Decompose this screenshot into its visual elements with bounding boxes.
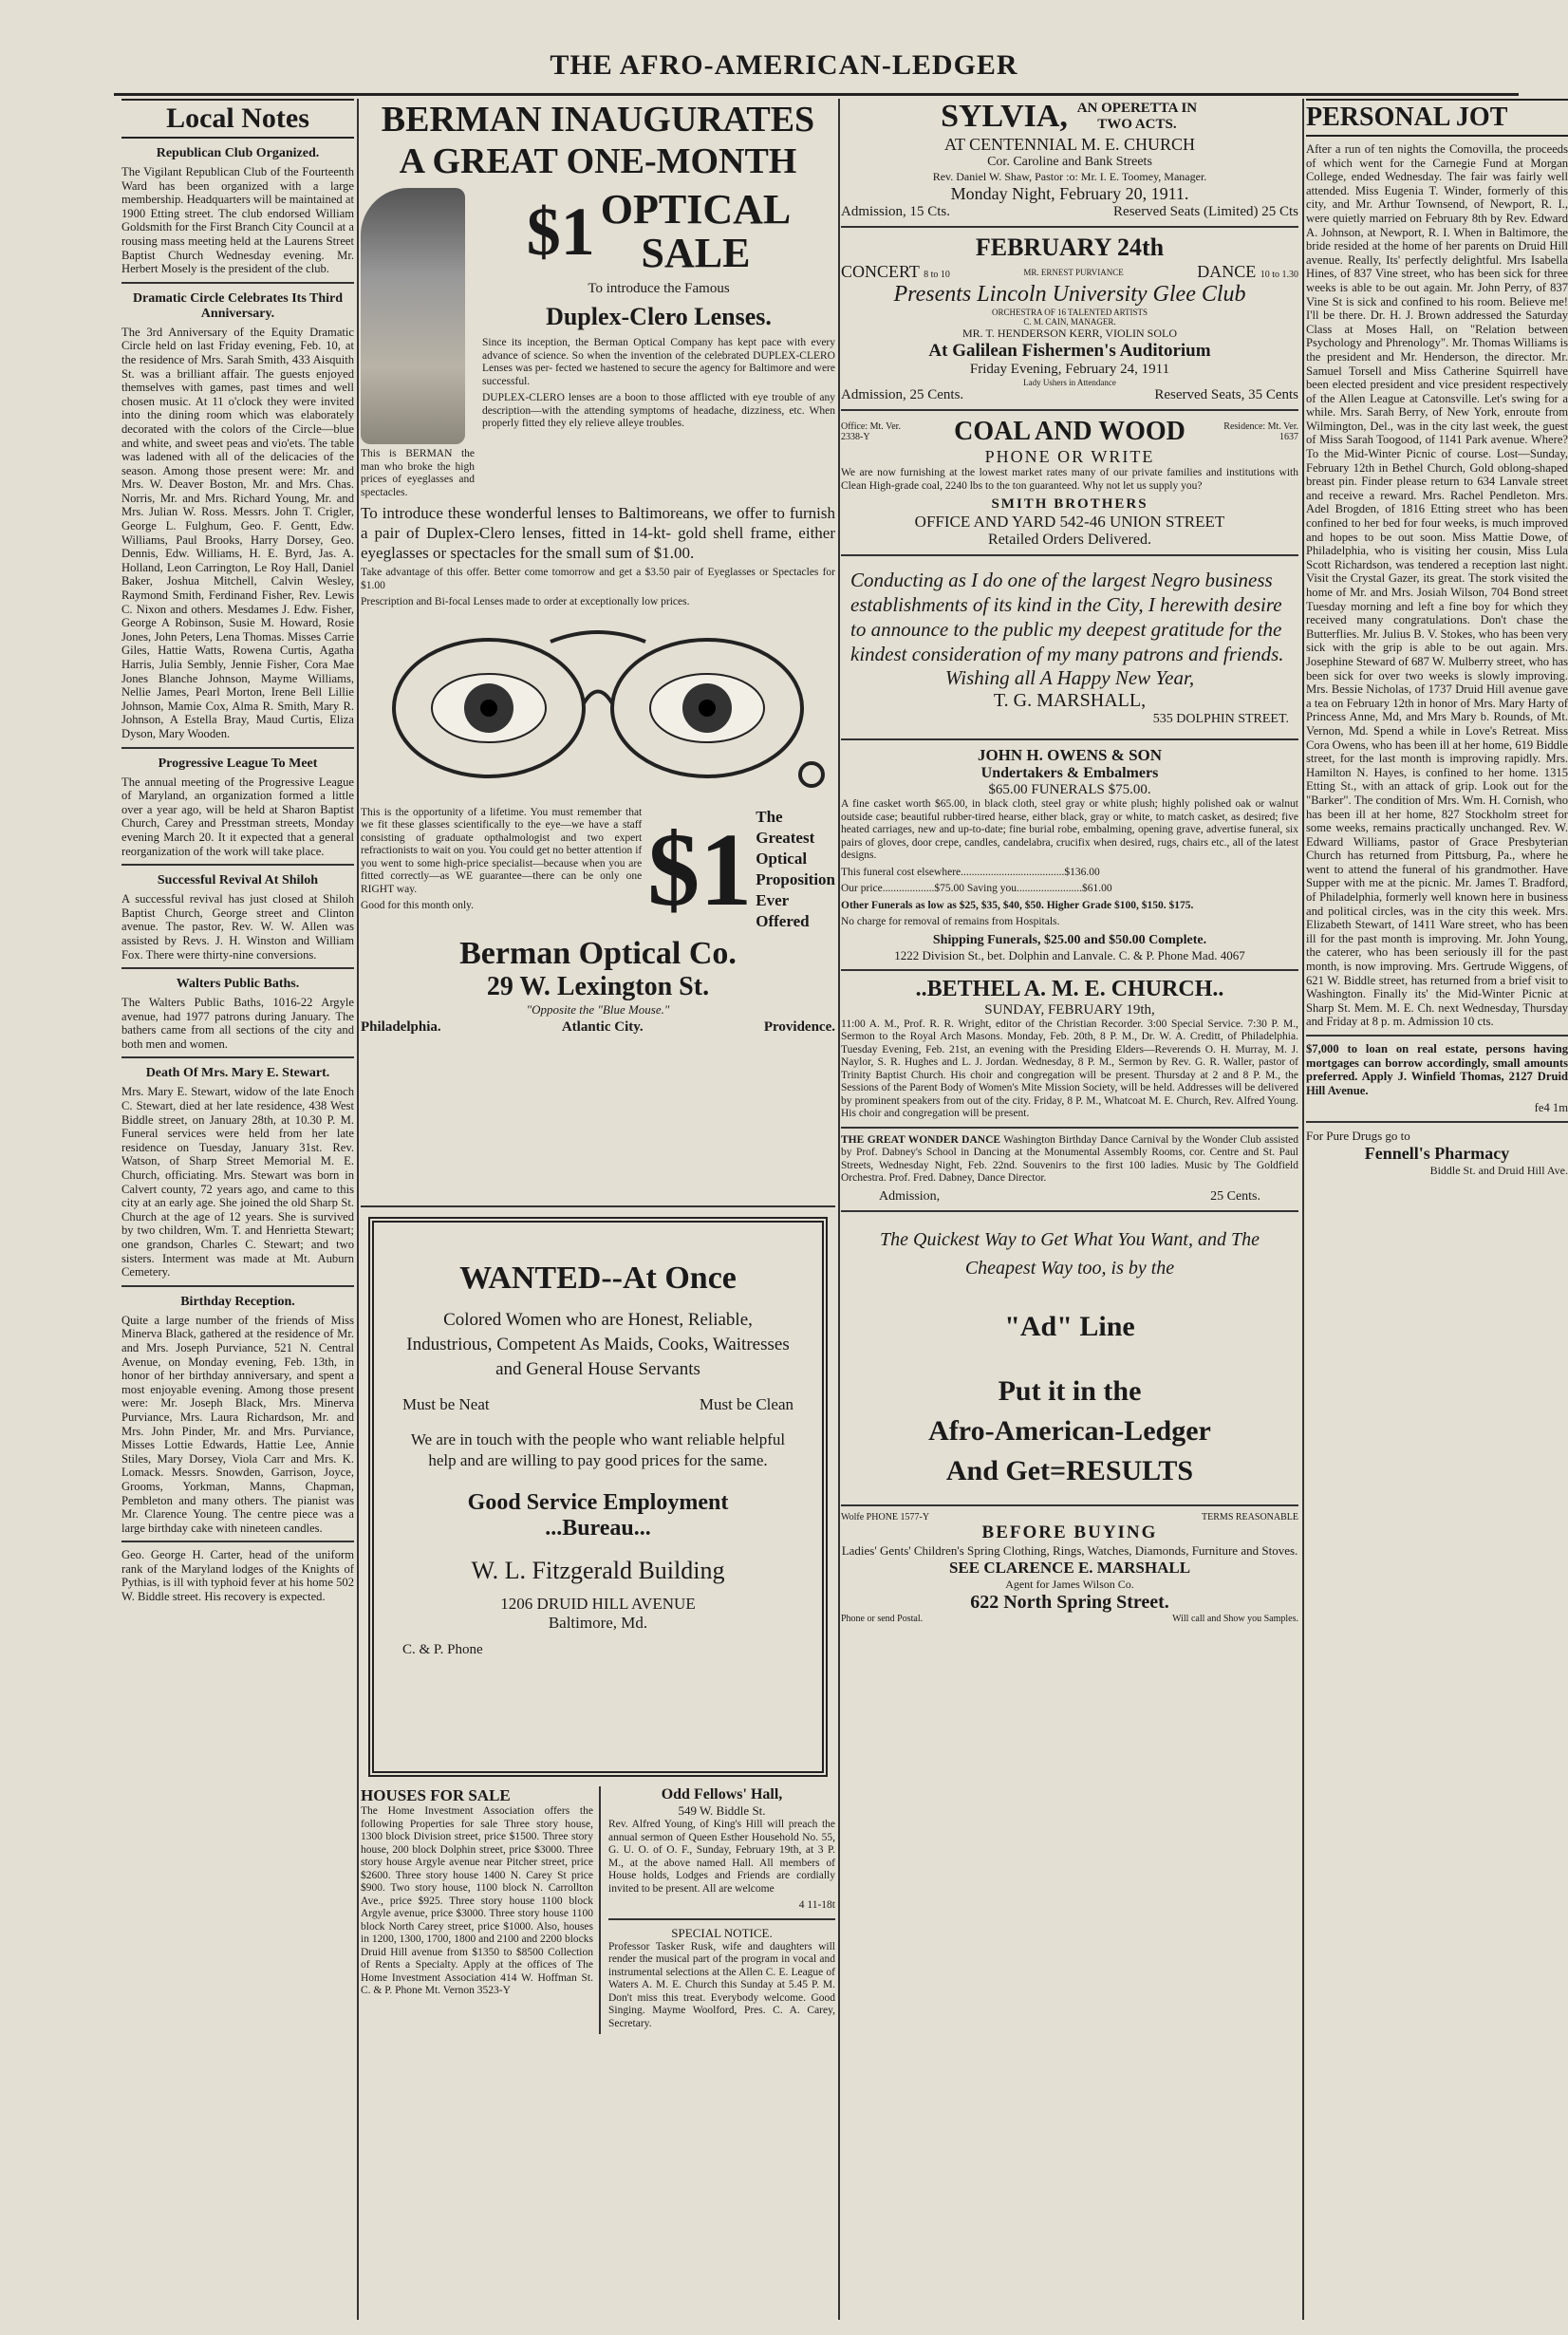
loan-date: fe4 1m [1534, 1101, 1568, 1115]
note-heading: Progressive League To Meet [158, 756, 318, 771]
marshall-wishing: Wishing all A Happy New Year, [944, 666, 1195, 689]
note-divider [121, 967, 354, 969]
bethel-heading: ..BETHEL A. M. E. CHURCH.. [915, 976, 1224, 1001]
owens-shipping: Shipping Funerals, $25.00 and $50.00 Complete. [932, 932, 1207, 947]
note-heading: Death Of Mrs. Mary E. Stewart. [145, 1066, 330, 1081]
houses-ad [361, 1786, 601, 2034]
owens-elsewhere: This funeral cost elsewhere......................................$136.00 [841, 866, 1100, 878]
odd-fellows-heading: Odd Fellows' Hall, [661, 1786, 783, 1803]
ad-line-paper: Afro-American-Ledger [928, 1414, 1211, 1447]
concert-label: CONCERT [841, 262, 920, 281]
berman-headline-1: BERMAN INAUGURATES [381, 100, 815, 140]
pharmacy-lead: For Pure Drugs go to [1306, 1128, 1410, 1143]
owens-heading: JOHN H. OWENS & SON [977, 746, 1163, 764]
berman-optical-ad [361, 99, 835, 1200]
berman-take-advantage: Take advantage of this offer. Better come tomorrow and get a $3.50 pair of Eyeglasses or Spectacles for $1.00 [361, 567, 835, 591]
concert-date: FEBRUARY 24th [975, 234, 1165, 261]
bureau-city: Baltimore, Md. [548, 1614, 648, 1632]
column-two [361, 99, 835, 2034]
note-heading: Dramatic Circle Celebrates Its Third Anniversary. [132, 290, 344, 321]
ushers: Lady Ushers in Attendance [1023, 378, 1116, 387]
clarence-street: 622 North Spring Street. [970, 1591, 1169, 1613]
houses-heading: HOUSES FOR SALE [361, 1786, 511, 1804]
personal-text: After a run of ten nights the Comovilla, the proceeds of which went for the Carnegie Fund at Morgan College, ended Wednesday. The fair was fairly well attended. Miss Eugenia T. Winder, formerly of this city, and Mr. Arthur Townsend, of Newport, R. I., were quietly married on February 8th by Rev. Edward A. Johnson, at Newport, R. I. When in Baltimore, the bride resided at the home of her parents on Druid Hill avenue. Really, Its' perfectly delightful. Mrs Isabella Hines, of 837 Vine street, who has been sick for three weeks is able to be out again. Mr. John Perry, of 837 Vine St is sick and confined to his room. Believe me! I'll be there. Dr. H. J. Brown addressed the Saturday Class at Moses Hall, on "Relation between Psychology and Phrenology". Mr. Thomas Williams is the president and Mr. Henderson, the director. Mr. Samuel Torsell and Miss Catherine Squirrell have been elected president and vice president respectively of the Allen League at Catonsville. Let's swing for a while. Mrs. Sarah Berry, of New York, enroute from Wilmington, Del., was in the city last week, the guest of Miss Sarah Toogood, of 1141 Park avenue. Where? To the Mid-Winter Picnic of course. Lost—Sunday, February 12th in Bethel Church, Gold oblong-shaped breast pin. Finder please return to 634 Lanvale street and receive a reward. Mrs. Rachel Pendleton. Mrs. Adel Brogden, of 1816 Etting street who has been confined to her bed for four weeks, is much improved and hopes to be out soon. Miss Mattie Dowe, of Philadelphia, who is visiting her cousin, Miss Lula Scott Richardson, was tendered a reception last night. Visit the Crystal Gazer, its great. The stork visited the home of Mr. and Mrs. Josiah Wilson, 704 Bond street Tuesday morning and left a fine boy for which they received many congratulations. Don't chase the Butterflies. Mr. Julius B. V. Stokes, who has been very sick with the grip is able to be out again. Mrs. Josephine Steward of 687 W. Mulberry street, who has been sick for over two weeks is slowly improving. Mrs. Bessie Nicholas, of 1737 Druid Hill avenue gave a tea on February 12th in honor of Mrs. Mary Harty of Princess Anne, Md, and Mrs Mary b. Rounds, of Mt. Vernon, Md. Spend a while in Love's Retreat. Miss Cora Owens, who has been ill at her home, 619 Biddle street, for the last month is improving rapidly. Mrs. Hamilton N. Hayes, is confined to her home. 1315 Etting St., with an attack of grip. Look out for the "Barker". The condition of Mrs. Wm. H. Cornish, who has been ill at her home, 827 Stockholm street for some weeks, remains practically unchanged. Rev. W. Edward Williams, pastor of Grace Presbyterian Church has returned from Pittsburg, Pa., where he went to attend the funeral of his grandmother. Have Supper with me at the picnic. Mr. James T. Bradford, of Philadelphia, formerly well known here in business and political circles, was in the city this week. Mrs. Elizabeth Stewart, of 1411 Ware street, who has been ill for the past month is improving. Mr. John Young, the caterer, who has been seriously ill for the past month, is now improving. Mrs. Gertrude Wiggens, of 621 W. Biddle street, has returned from a brief visit to Washington. Finally its' the Mid-Winter Picnic at Sharp St. Mem. M. E. Ch. next Wednesday, Thursday and Friday at 8 p. m. Admission 10 cts. [1306, 142, 1568, 1029]
note-text: The annual meeting of the Progressive League of Maryland, an organization formed a little over a year ago, will be held at Sharon Baptist Church, Carey and Presstman streets, Monday evening March 20. It it expected that a general reorganization of the work will take place. [121, 775, 354, 858]
column-rule [838, 99, 840, 2320]
dance-label: DANCE [1197, 262, 1257, 281]
note-heading: Successful Revival At Shiloh [157, 873, 319, 888]
concert-admission: Admission, 25 Cents. [841, 387, 964, 402]
berman-address: 29 W. Lexington St. [486, 971, 710, 1001]
city-providence: Providence. [763, 1018, 835, 1035]
coal-retail: Retailed Orders Delivered. [988, 532, 1151, 548]
orchestra-manager: C. M. CAIN, MANAGER. [1023, 317, 1116, 327]
note-heading: Birthday Reception. [180, 1294, 295, 1309]
loan-notice: $7,000 to loan on real estate, persons having mortgages can borrow accordingly, small amounts preferred. Apply J. Winfield Thomas, 2127 Druid Hill Avenue. [1306, 1042, 1568, 1097]
city-philadelphia: Philadelphia. [361, 1018, 441, 1035]
sylvia-ad [841, 99, 1298, 220]
berman-company: Berman Optical Co. [459, 935, 737, 971]
bureau-phone: C. & P. Phone [402, 1642, 483, 1657]
marshall-notice [841, 562, 1298, 733]
pharmacy-name: Fennell's Pharmacy [1364, 1143, 1510, 1163]
bureau-word: ...Bureau... [545, 1516, 651, 1541]
bethel-notice [841, 977, 1298, 1121]
personal-title: PERSONAL JOT [1306, 99, 1568, 137]
berman-portrait [361, 188, 465, 444]
coal-ad [841, 417, 1298, 549]
optical-word: OPTICAL [600, 186, 792, 233]
owens-address: 1222 Division St., bet. Dolphin and Lanvale. C. & P. Phone Mad. 4067 [894, 947, 1245, 962]
masthead-rule [114, 93, 1519, 96]
sylvia-subtitle: AN OPERETTA IN TWO ACTS. [1076, 101, 1198, 132]
berman-offer: To introduce these wonderful lenses to Baltimoreans, we offer to furnish a pair of Duplex-Clero lenses, fitted in 14-kt- gold shell frame, either eyeglasses or spectacles for the small sum of $1.00. [361, 504, 835, 562]
wonder-text: Washington Birthday Dance Carnival by the Wonder Club assisted by Prof. Dabney's School in Dancing at the Monumental Assembly Rooms, cor. Centre and St. Paul Streets, Wednesday Night, Feb. 22nd. Souvenirs to the first 100 ladies. Music by The Goldfield Orchestra. Prof. Fred. Dabney, Dance Director. [841, 1133, 1298, 1184]
wonder-admission: Admission, [879, 1188, 941, 1204]
coal-office-yard: OFFICE AND YARD 542-46 UNION STREET [914, 513, 1225, 531]
divider [361, 1205, 835, 1207]
local-notes-column [121, 99, 354, 1608]
coal-phone-write: PHONE OR WRITE [984, 447, 1155, 466]
violin-solo: MR. T. HENDERSON KERR, VIOLIN SOLO [961, 327, 1177, 340]
clarence-marshall-ad [841, 1512, 1298, 1624]
houses-text: The Home Investment Association offers the following Properties for sale Three story house, 1300 block Division street, price $1500. Three story house, 200 block Dolphin street, price $3000. Three story house Argyle avenue near Pitcher street, price $2600. Three story house 1400 N. Carey St price $900. Two story house, 1100 block N. Carrollton Ave., price $925. Three story house 1100 block Argyle avenue, price $3000. Three story house 1100 block North Carey street, price $1000. Also, houses in 1200, 1300, 1700, 1800 and 2100 and 2200 blocks Druid Hill avenue from $1350 to $8500 Collection of Rents a Specialty. Apply at the offices of The Home Investment Association 414 W. Hoffman St. C. & P. Phone Mt. Vernon 3523-Y [361, 1805, 593, 1996]
coal-text: We are now furnishing at the lowest market rates many of our private families and institutions with Clean High-grade coal, 2240 lbs to the ton guaranteed. Why not let us supply you? [841, 467, 1298, 492]
note-divider [121, 282, 354, 284]
coal-residence-phone: Residence: Mt. Ver. 1637 [1223, 421, 1298, 442]
sale-word: SALE [641, 230, 751, 276]
clarence-phone: Wolfe PHONE 1577-Y [841, 1511, 930, 1522]
owens-text: A fine casket worth $65.00, in black cloth, steel gray or white plush; highly polished oak or walnut outside case; beautiful rubber-tired hearse, either black, gray or white, to match casket, as desired; five heated carriages, new and up-to-date; fine burial robe, embalming, opening grave, advertise funeral, six pairs of gloves, door crepe, candles, candelabra, crucifix when desired, rugs, chairs etc., all of the latest designs. [841, 798, 1298, 861]
ad-line-put: Put it in the [998, 1374, 1142, 1407]
clarence-samples: Will call and Show you Samples. [1172, 1613, 1298, 1624]
sylvia-date: Monday Night, February 20, 1911. [950, 184, 1189, 203]
sale-price: $1 [526, 194, 595, 270]
note-divider [121, 1285, 354, 1287]
sylvia-corner: Cor. Caroline and Bank Streets [987, 155, 1152, 169]
introduce-text: To introduce the Famous [588, 281, 730, 296]
sylvia-pastor: Rev. Daniel W. Shaw, Pastor :o: Mr. I. E. Toomey, Manager. [932, 170, 1207, 183]
marshall-name: T. G. MARSHALL, [993, 690, 1147, 711]
glee-club: Presents Lincoln University Glee Club [893, 282, 1246, 307]
column-three [841, 99, 1298, 1624]
auditorium: At Galilean Fishermen's Auditorium [928, 341, 1211, 361]
wonder-price: 25 Cents. [1210, 1188, 1260, 1204]
ad-line-name: "Ad" Line [1004, 1310, 1135, 1342]
before-buying: BEFORE BUYING [981, 1522, 1158, 1542]
greatest-proposition: The Greatest Optical Proposition Ever Offered [756, 807, 835, 930]
ad-line-promo [841, 1218, 1298, 1499]
clarence-name: SEE CLARENCE E. MARSHALL [948, 1558, 1191, 1577]
note-text: Mrs. Mary E. Stewart, widow of the late Enoch C. Stewart, died at her late residence, 438 West Biddle street, on January 28th, at 10.30 P. M. Funeral services were held from her late residence on Tuesday, January 31st. Rev. Watson, of Sharp Street Memorial M. E. Church, officiating. Mrs. Stewart was born in Calvert county, 72 years ago, and came to this city at an early age. She joined the old Sharp St. Church at the age of 12 years. She is survived by two children, Wm. T. and Henrietta Stewart; one grandson, Charles C. Stewart; and two sisters. Interment was made at Mt. Auburn Cemetery. [121, 1085, 354, 1280]
column-rule [357, 99, 359, 2320]
owens-subheading: Undertakers & Embalmers [980, 765, 1159, 781]
wonder-dance-ad [841, 1134, 1298, 1205]
owens-our-price: Our price...................$75.00 Saving you........................$61.00 [841, 883, 1112, 894]
owens-funerals: $65.00 FUNERALS $75.00. [988, 782, 1151, 797]
coal-heading: COAL AND WOOD [954, 417, 1185, 446]
personal-jottings-column [1306, 99, 1568, 1178]
note-text: Geo. George H. Carter, head of the uniform rank of the Maryland lodges of the Knights of Pythias, is ill with typhoid fever at his home 502 W. Biddle street. His recovery is expected. [121, 1548, 354, 1604]
odd-fellows-text: Rev. Alfred Young, of King's Hill will preach the annual sermon of Queen Esther Household No. 55, G. U. O. of O. F., Sunday, February 19th, at 3 P. M., at the above named Hall. All members of House holds, Lodges and Friends are cordially invited to be present. All are welcome [608, 1819, 835, 1895]
bethel-text: 11:00 A. M., Prof. R. R. Wright, editor of the Christian Recorder. 3:00 Special Service. 7:30 P. M., Sermon to the Royal Arch Masons. Monday, Feb. 20th, 8 P. M., Dr. W. A. Creditt, of Philadelphia. Tuesday Evening, Feb. 21st, an evening with the Presiding Elders—Reverends O. H. Murray, M. J. Naylor, S. R. Hughes and L. J. Jordan. Wednesday, 8 P. M., Sermon by Rev. G. R. Waller, pastor of Trinity Baptist Church. His choir and congregation will be present. Thursday at 2 and 8 P. M., the Sessions of the Parent Body of Women's Mite Mission Society, will be held. Addresses will be delivered by prominent speakers from out of the city. Friday, 8 P. M., Whatcoat M. E. Church, Rev. Alfred Young. His choir and congregation will be present. [841, 1018, 1298, 1119]
smith-brothers: SMITH BROTHERS [991, 496, 1148, 512]
wanted-heading: WANTED--At Once [459, 1261, 737, 1296]
ad-line-text: The Quickest Way to Get What You Want, and The Cheapest Way too, is by the [880, 1228, 1260, 1279]
dance-time: 10 to 1.30 [1260, 270, 1298, 280]
pharmacy-address: Biddle St. and Druid Hill Ave. [1429, 1163, 1568, 1177]
berman-good-for: Good for this month only. [361, 900, 475, 911]
special-heading: SPECIAL NOTICE. [671, 1925, 773, 1940]
local-notes-items [121, 146, 354, 1604]
bureau-address: 1206 DRUID HILL AVENUE [500, 1595, 696, 1613]
sylvia-reserved: Reserved Seats (Limited) 25 Cts [1113, 204, 1298, 219]
duplex-clero-heading: Duplex-Clero Lenses. [546, 303, 772, 330]
note-text: The Vigilant Republican Club of the Fourteenth Ward has been organized with a large membership. Headquarters will be maintained at 1900 Etting street. The club endorsed William Goldsmith for the First Branch City Council at a rousing mass meeting held at the Laurens Street Baptist Church Wednesday evening. Mr. Herbert Mosely is the president of the club. [121, 165, 354, 276]
berman-headline-2: A GREAT ONE-MONTH [399, 141, 797, 181]
clarence-terms: TERMS REASONABLE [1202, 1511, 1298, 1522]
ad-line-results: And Get=RESULTS [945, 1454, 1194, 1486]
column-rule [1302, 99, 1304, 2320]
must-be-clean: Must be Clean [699, 1395, 793, 1413]
berman-opposite: "Opposite the "Blue Mouse." [526, 1001, 670, 1017]
bureau-name: Good Service Employment [467, 1490, 729, 1515]
sylvia-location: AT CENTENNIAL M. E. CHURCH [944, 135, 1195, 154]
special-text: Professor Tasker Rusk, wife and daughters will render the musical part of the program in vocal and instrumental selections at the Allen C. E. League of Waters A. M. E. Church this Sunday at 5.45 P. M. Don't miss this treat. Everybody welcome. Good Singing. Mayme Woolford, Pres. C. A. Carey, Secretary. [608, 1940, 835, 2029]
wanted-ad [368, 1217, 828, 1777]
odd-fellows-notice [608, 1786, 835, 1913]
concert-time: 8 to 10 [924, 270, 950, 280]
note-divider [121, 1541, 354, 1542]
marshall-text: Conducting as I do one of the largest Negro business establishments of its kind in the City, I herewith desire to announce to the public my deepest gratitude for the kindest consideration of my many patrons and friends. [850, 569, 1284, 665]
clarence-goods: Ladies' Gents' Children's Spring Clothing, Rings, Watches, Diamonds, Furniture and Stoves. [841, 1542, 1298, 1558]
wonder-heading: THE GREAT WONDER DANCE [841, 1133, 1001, 1146]
concert-ad [841, 234, 1298, 403]
owens-other: Other Funerals as low as $25, $35, $40, $50. Higher Grade $100, $150. $175. [841, 899, 1194, 911]
berman-opportunity: This is the opportunity of a lifetime. You must remember that we fit these glasses scientifically to the eye—we have a staff consisting of graduate opthalmologist and two expert refractionists to wait on you. You could get no better attention if you went to some high-price specialist—because when you are fitted correctly—as WE guarantee—there can be only one RIGHT way. [361, 806, 643, 895]
berman-prescription: Prescription and Bi-focal Lenses made to order at exceptionally low prices. [361, 596, 690, 607]
odd-fellows-date: 4 11-18t [798, 1899, 835, 1911]
owens-no-charge: No charge for removal of remains from Hospitals. [841, 916, 1060, 927]
concert-manager: MR. ERNEST PURVIANCE [1023, 267, 1124, 277]
masthead: THE AFRO-AMERICAN-LEDGER [550, 49, 1018, 81]
note-text: The 3rd Anniversary of the Equity Dramatic Circle held on last Friday evening, Feb. 10, at the residence of Mrs. Sarah Smith, 433 Aisquith St. was a brilliant affair. The guests enjoyed themselves with games, past times and well chosen music. At 11 o'clock they were invited into the dining room which was elaborately decorated with the colors of the Circle—blue and white, and sweet peas and vio'ets. The table was ladened with all of the delicacies of the season. Among those present were: Mr. and Mrs. W. Deaver Boston, Mr. and Mrs. Chas. Norris, Mr. and Mrs. Richard Young, Mr. and Mrs. Julian W. Ross. Messrs. John T. Crigler, George L. Fulghum, Geo. F. Gentt, Edw. Williams, Paul Brooks, Harry Dorsey, Geo. Dennis, Edw. Williams, H. E. Byrd, Jas. A. Holland, Leon Carrington, Le Roy Hall, Daniel Baker, Joshua Mitchell, Calvin Wesley, Raymond Smith, Ferdinand Fisher, Rev. Lewis C. Nixon and others. Mesdames J. Edw. Fisher, George A Robinson, Susie M. Howard, Rosie Jones, John Peters, Lena Thomas. Misses Carrie Giles, Hattie Watts, Rowena Curtis, Agatha Harris, Julia Sembly, Jennie Fisher, Cora Mae Jones Blanche Johnson, Mayme Williams, Nellie James, Pearl Morton, Irene Bell Lillie Johnson, Mamie Cox, Alma R. Smith, Mary R. Johnson, A Estella Bray, Maud Curtis, Eliza Dyson, Mary Wooden. [121, 325, 354, 740]
concert-evening: Friday Evening, February 24, 1911 [969, 362, 1170, 377]
owens-ad [841, 746, 1298, 963]
big-dollar: $1 [647, 811, 753, 927]
clarence-agent: Agent for James Wilson Co. [1005, 1577, 1134, 1591]
berman-caption: This is BERMAN the man who broke the high prices of eyeglasses and spectacles. [361, 448, 475, 498]
clarence-postal: Phone or send Postal. [841, 1613, 924, 1624]
sylvia-title: SYLVIA, [941, 99, 1068, 134]
note-heading: Republican Club Organized. [156, 146, 320, 160]
concert-reserved: Reserved Seats, 35 Cents [1154, 387, 1298, 402]
eyeglasses-illustration [361, 613, 835, 803]
local-notes-title: Local Notes [121, 99, 354, 139]
note-text: Quite a large number of the friends of Miss Minerva Black, gathered at the residence of Mr. and Mrs. Joseph Purviance, 521 N. Central Avenue, on Monday evening, Feb. 13th, in honor of her birthday anniversary, and spent a most enjoyable evening. Among those present were: Mr. Joseph Black, Mrs. Minerva Purviance, Mrs. Laura Richardson, Mr. and Mrs. John Pinder, Mr. and Mrs. Purviance, Misses Lottie Edwards, Hattie Lee, Annie Stiles, Mary Dorsey, Viola Carr and Mrs. K. Lomack. Messrs. Snowden, Garrison, Joyce, Grooms, Yorkman, Manns, Chapman, Pembleton and many others. The pianist was Mr. Clarence Young. The centre piece was a large birthday cake with nineteen candles. [121, 1313, 354, 1535]
bureau-building: W. L. Fitzgerald Building [471, 1557, 725, 1584]
note-text: A successful revival has just closed at Shiloh Baptist Church, George street and Clinton avenue. The pastor, Rev. W. W. Allen was assisted by Revs. J. H. Winston and William Fox. There were thirty-nine conversions. [121, 892, 354, 962]
note-divider [121, 747, 354, 749]
wanted-paragraph: We are in touch with the people who want reliable helpful help and are willing to pay good prices for the same. [410, 1430, 786, 1469]
marshall-address: 535 DOLPHIN STREET. [1152, 712, 1289, 726]
note-divider [121, 1056, 354, 1058]
special-notice [608, 1926, 835, 2031]
orchestra: ORCHESTRA OF 16 TALENTED ARTISTS [991, 308, 1148, 317]
sylvia-admission: Admission, 15 Cts. [841, 204, 951, 219]
coal-office-phone: Office: Mt. Ver. 2338-Y [841, 421, 901, 442]
bethel-date: SUNDAY, FEBRUARY 19th, [984, 1001, 1155, 1018]
berman-paragraph-2: DUPLEX-CLERO lenses are a boon to those afflicted with eye trouble of any description—with the attending symptoms of headache, dizziness, etc. When properly fitted they ely relieve alleye troubles. [482, 392, 835, 429]
berman-paragraph-1: Since its inception, the Berman Optical Company has kept pace with every advance of science. So when the invention of the celebrated DUPLEX-CLERO Lenses was per- fected we hastened to secure the agency for Baltimore and were successful. [482, 337, 835, 387]
odd-fellows-address: 549 W. Biddle St. [678, 1803, 766, 1818]
note-divider [121, 864, 354, 866]
must-be-neat: Must be Neat [402, 1395, 490, 1413]
note-heading: Walters Public Baths. [176, 977, 300, 992]
note-text: The Walters Public Baths, 1016-22 Argyle avenue, had 1977 patrons during January. The bathers came from all sections of the city and both men and women. [121, 996, 354, 1051]
wanted-description: Colored Women who are Honest, Reliable, Industrious, Competent As Maids, Cooks, Waitresses and General House Servants [406, 1310, 790, 1379]
city-atlantic: Atlantic City. [561, 1018, 644, 1035]
